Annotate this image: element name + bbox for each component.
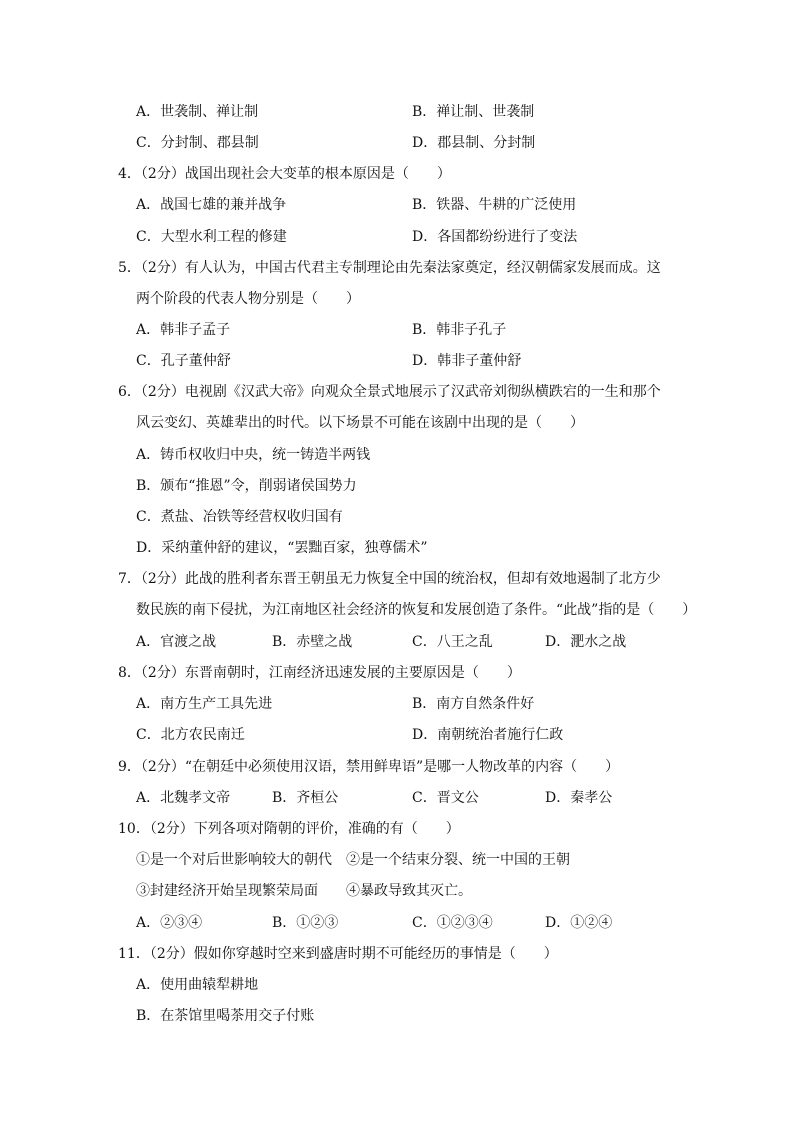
q5-option-c: C．孔子董仲舒: [136, 353, 231, 369]
q10-items-line1: ①是一个对后世影响较大的朝代 ②是一个结束分裂、统一中国的王朝: [136, 852, 570, 868]
q5-option-d: D．韩非子董仲舒: [412, 353, 522, 369]
q9-option-d: D．秦孝公: [545, 790, 613, 806]
q8-stem: 8．（2分）东晋南朝时，江南经济迅速发展的主要原因是（ ）: [118, 665, 521, 681]
q7-option-b: B．赤壁之战: [272, 634, 353, 650]
q10-option-c: C．①②③④: [412, 915, 493, 931]
q8-option-a: A．南方生产工具先进: [136, 696, 273, 712]
q5-stem-line2: 两个阶段的代表人物分别是（ ）: [136, 291, 360, 307]
q8-option-b: B．南方自然条件好: [412, 696, 535, 712]
q6-option-a: A．铸币权收归中央，统一铸造半两钱: [136, 447, 371, 463]
q3-option-d: D．郡县制、分封制: [412, 135, 536, 151]
q9-option-a: A．北魏孝文帝: [136, 790, 231, 806]
q10-option-a: A．②③④: [136, 915, 203, 931]
q3-option-a: A．世袭制、禅让制: [136, 104, 259, 120]
q3-option-b: B．禅让制、世袭制: [412, 104, 535, 120]
q6-option-b: B．颁布“推恩”令，削弱诸侯国势力: [136, 478, 357, 494]
q7-option-a: A．官渡之战: [136, 634, 217, 650]
q8-option-d: D．南朝统治者施行仁政: [412, 727, 564, 743]
q4-option-b: B．铁器、牛耕的广泛使用: [412, 197, 577, 213]
q10-items-line2: ③封建经济开始呈现繁荣局面 ④暴政导致其灭亡。: [136, 883, 472, 899]
q6-stem-line1: 6．（2分）电视剧《汉武大帝》向观众全景式地展示了汉武帝刘彻纵横跌宕的一生和那个: [118, 384, 661, 400]
q8-option-c: C．北方农民南迁: [136, 727, 245, 743]
q9-option-b: B．齐桓公: [272, 790, 339, 806]
q4-stem: 4．（2分）战国出现社会大变革的根本原因是（ ）: [118, 166, 451, 182]
q6-stem-line2: 风云变幻、英雄辈出的时代。以下场景不可能在该剧中出现的是（ ）: [136, 415, 584, 431]
q5-stem-line1: 5．（2分）有人认为，中国古代君主专制理论由先秦法家奠定，经汉朝儒家发展而成。这: [118, 260, 661, 276]
q7-option-c: C．八王之乱: [412, 634, 493, 650]
q7-stem-line1: 7．（2分）此战的胜利者东晋王朝虽无力恢复全中国的统治权，但却有效地遏制了北方少: [118, 571, 661, 587]
q9-stem: 9．（2分）“在朝廷中必须使用汉语，禁用鲜卑语”是哪一人物改革的内容（ ）: [118, 759, 620, 775]
q11-option-a: A．使用曲辕犁耕地: [136, 977, 259, 993]
q10-option-d: D．①②④: [545, 915, 613, 931]
q4-option-c: C．大型水利工程的修建: [136, 229, 287, 245]
q5-option-a: A．韩非子孟子: [136, 322, 231, 338]
q3-option-c: C．分封制、郡县制: [136, 135, 259, 151]
q7-stem-line2: 数民族的南下侵扰，为江南地区社会经济的恢复和发展创造了条件。“此战”指的是（ ）: [136, 602, 697, 618]
q7-option-d: D．淝水之战: [545, 634, 627, 650]
q11-stem: 11．（2分）假如你穿越时空来到盛唐时期不可能经历的事情是（ ）: [118, 946, 558, 962]
q9-option-c: C．晋文公: [412, 790, 479, 806]
q11-option-b: B．在茶馆里喝茶用交子付账: [136, 1008, 315, 1024]
q6-option-c: C．煮盐、冶铁等经营权收归国有: [136, 509, 343, 525]
q10-stem: 10．（2分）下列各项对隋朝的评价，准确的有（ ）: [118, 821, 460, 837]
q6-option-d: D．采纳董仲舒的建议，“罢黜百家，独尊儒术”: [136, 540, 428, 556]
q4-option-a: A．战国七雄的兼并战争: [136, 197, 287, 213]
q10-option-b: B．①②③: [272, 915, 339, 931]
q5-option-b: B．韩非子孔子: [412, 322, 507, 338]
q4-option-d: D．各国都纷纷进行了变法: [412, 229, 578, 245]
